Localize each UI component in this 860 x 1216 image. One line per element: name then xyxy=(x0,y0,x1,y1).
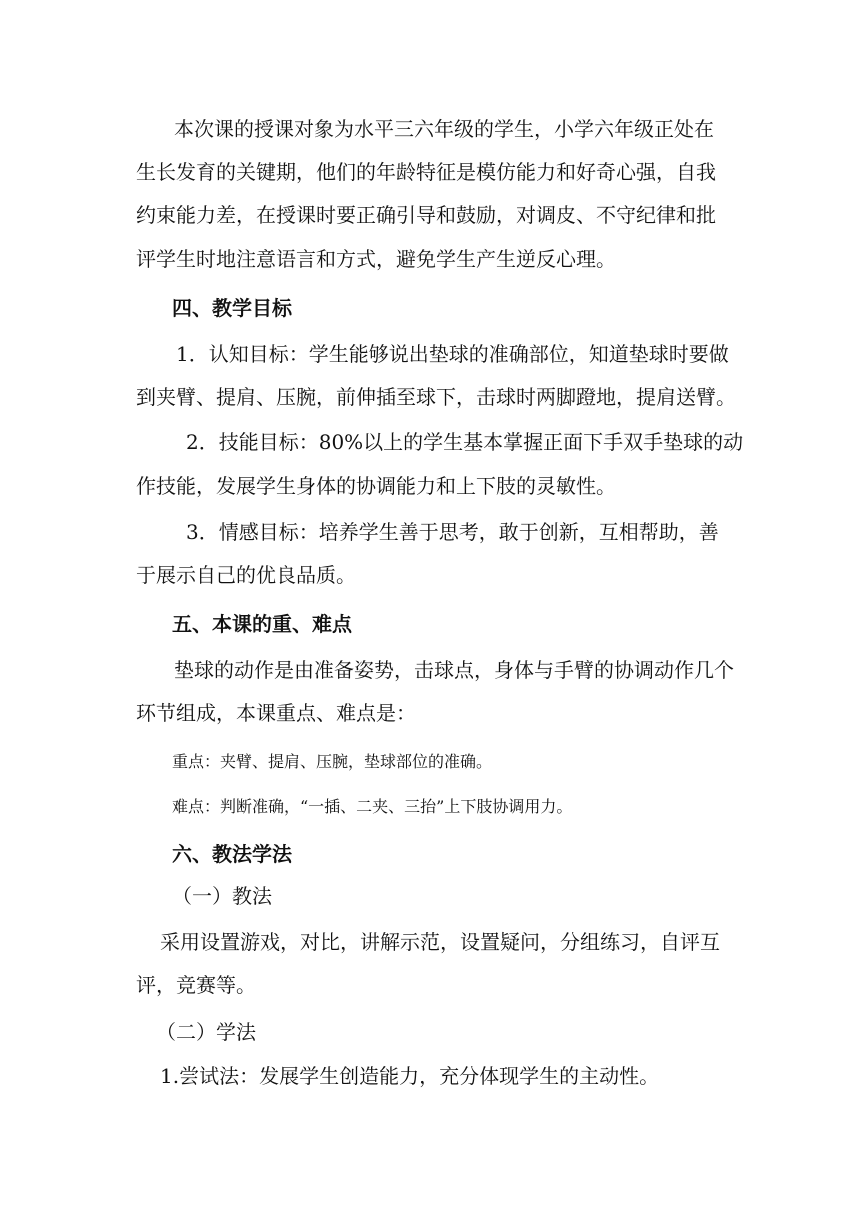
goal-line: 2．技能目标：80%以上的学生基本掌握正面下手双手垫球的动 xyxy=(186,430,744,454)
goal-line: 1．认知目标：学生能够说出垫球的准确部位，知道垫球时要做 xyxy=(176,342,729,366)
section-heading: 五、本课的重、难点 xyxy=(172,612,352,636)
paragraph-line: 评学生时地注意语言和方式，避免学生产生逆反心理。 xyxy=(136,247,616,271)
section-heading: 四、教学目标 xyxy=(172,296,292,320)
paragraph-line: 采用设置游戏，对比，讲解示范，设置疑问，分组练习，自评互 xyxy=(160,930,720,954)
paragraph-line: 约束能力差，在授课时要正确引导和鼓励，对调皮、不守纪律和批 xyxy=(136,203,716,227)
goal-line: 作技能，发展学生身体的协调能力和上下肢的灵敏性。 xyxy=(136,474,616,498)
learning-item: 1.尝试法：发展学生创造能力，充分体现学生的主动性。 xyxy=(160,1064,660,1088)
goal-line: 3．情感目标：培养学生善于思考，敢于创新，互相帮助，善 xyxy=(186,520,719,544)
paragraph-line: 评，竞赛等。 xyxy=(136,973,256,997)
goal-line: 到夹臂、提肩、压腕，前伸插至球下，击球时两脚蹬地，提肩送臂。 xyxy=(136,385,736,409)
paragraph-line: 本次课的授课对象为水平三六年级的学生，小学六年级正处在 xyxy=(174,117,714,141)
paragraph-line: 生长发育的关键期，他们的年龄特征是模仿能力和好奇心强，自我 xyxy=(136,160,716,184)
goal-line: 于展示自己的优良品质。 xyxy=(136,563,356,587)
paragraph-line: 垫球的动作是由准备姿势，击球点，身体与手臂的协调动作几个 xyxy=(174,658,734,682)
subsection-heading: （一）教法 xyxy=(172,884,272,908)
key-point-text: 重点：夹臂、提肩、压腕，垫球部位的准确。 xyxy=(172,752,493,771)
difficulty-text: 难点：判断准确，“一插、二夹、三抬”上下肢协调用力。 xyxy=(172,797,573,816)
paragraph-line: 环节组成，本课重点、难点是： xyxy=(136,701,416,725)
subsection-heading: （二）学法 xyxy=(156,1020,256,1044)
section-heading: 六、教法学法 xyxy=(172,842,292,866)
